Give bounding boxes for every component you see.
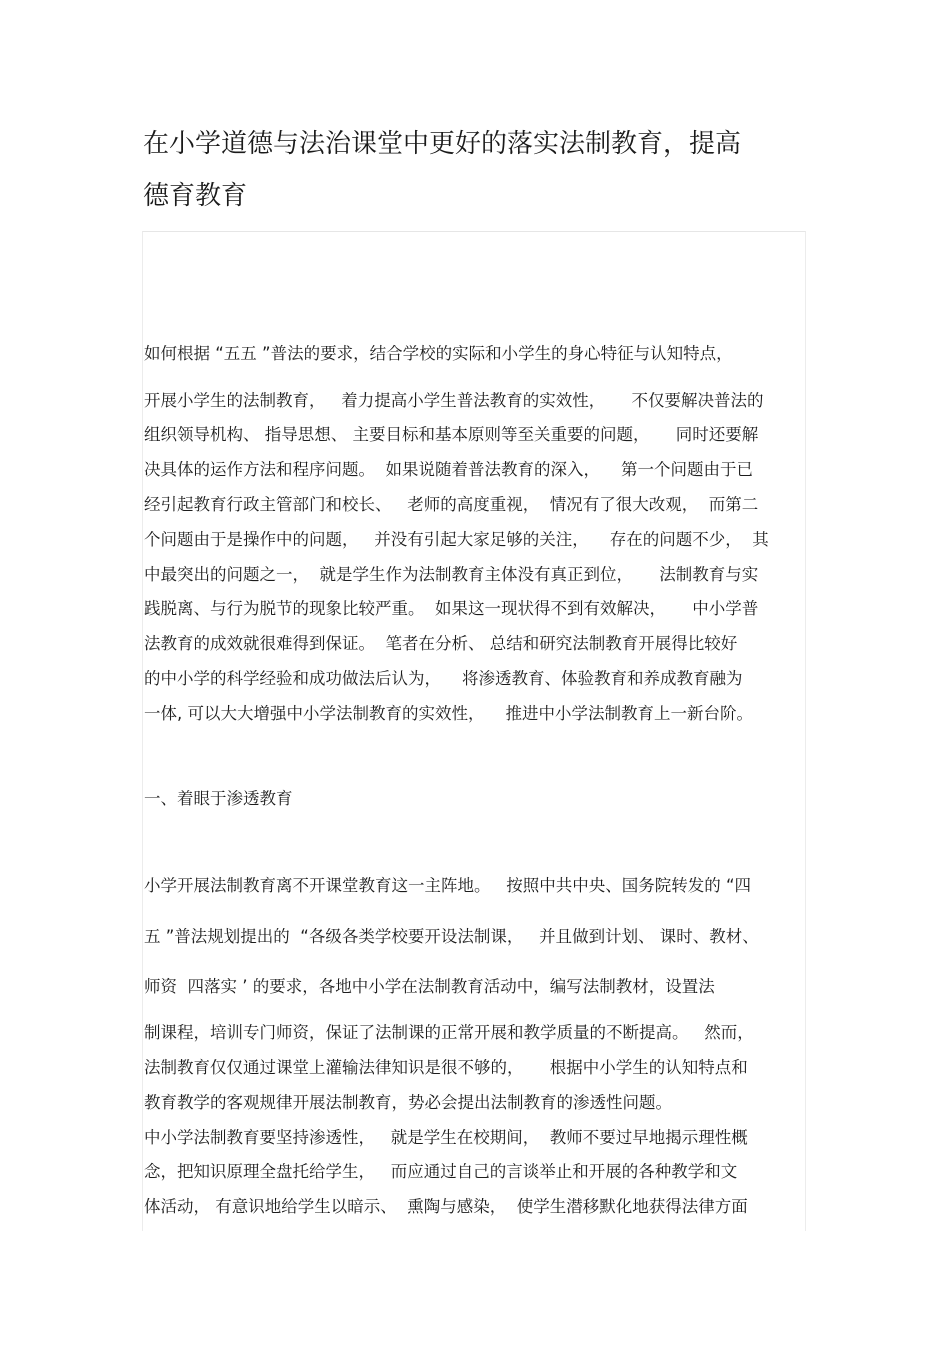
title-line-1: 在小学道德与法治课堂中更好的落实法制教育，提高 [143, 129, 742, 159]
title-line-2: 德育教育 [143, 181, 248, 211]
intro-line-2: 开展小学生的法制教育， 着力提高小学生普法教育的实效性， 不仅要解决普法的 [144, 391, 764, 410]
intro-line-5: 经引起教育行政主管部门和校长、 老师的高度重视， 情况有了很大改观， 而第二 [144, 495, 759, 514]
section1-line-8: 念，把知识原理全盘托给学生， 而应通过自己的言谈举止和开展的各种教学和文 [144, 1162, 738, 1181]
section1-line-9: 体活动， 有意识地给学生以暗示、 熏陶与感染， 使学生潜移默化地获得法律方面 [144, 1197, 748, 1216]
section1-line-7: 中小学法制教育要坚持渗透性， 就是学生在校期间， 教师不要过早地揭示理性概 [144, 1128, 748, 1147]
intro-line-7: 中最突出的问题之一， 就是学生作为法制教育主体没有真正到位， 法制教育与实 [144, 565, 759, 584]
section1-line-5: 法制教育仅仅通过课堂上灌输法律知识是很不够的， 根据中小学生的认知特点和 [144, 1058, 748, 1077]
section1-line-6: 教育教学的客观规律开展法制教育，势必会提出法制教育的渗透性问题。 [144, 1093, 672, 1112]
intro-line-8: 践脱离、与行为脱节的现象比较严重。 如果这一现状得不到有效解决， 中小学普 [144, 599, 759, 618]
document-title [143, 118, 803, 222]
intro-line-9: 法教育的成效就很难得到保证。 笔者在分析、 总结和研究法制教育开展得比较好 [144, 634, 738, 653]
intro-line-4: 决具体的运作方法和程序问题。 如果说随着普法教育的深入， 第一个问题由于已 [144, 460, 753, 479]
section-heading-1: 一、着眼于渗透教育 [144, 789, 293, 808]
section1-line-2: 五 ”普法规划提出的 “各级各类学校要开设法制课， 并且做到计划、 课时、教材、 [144, 927, 759, 946]
intro-line-3: 组织领导机构、 指导思想、 主要目标和基本原则等至关重要的问题， 同时还要解 [144, 425, 759, 444]
intro-line-10: 的中小学的科学经验和成功做法后认为， 将渗透教育、体验教育和养成教育融为 [144, 669, 743, 688]
section1-line-1: 小学开展法制教育离不开课堂教育这一主阵地。 按照中共中央、国务院转发的 “四 [144, 876, 752, 895]
body-frame [142, 231, 806, 1231]
intro-line-1: 如何根据 “五五 ”普法的要求，结合学校的实际和小学生的身心特征与认知特点， [144, 344, 733, 363]
section1-line-3: 师资 四落实 ’ 的要求，各地中小学在法制教育活动中，编写法制教材，设置法 [144, 977, 715, 996]
section1-line-4: 制课程，培训专门师资，保证了法制课的正常开展和教学质量的不断提高。 然而， [144, 1023, 754, 1042]
intro-line-11: 一体, 可以大大增强中小学法制教育的实效性， 推进中小学法制教育上一新台阶。 [144, 704, 753, 723]
intro-line-6: 个问题由于是操作中的问题， 并没有引起大家足够的关注， 存在的问题不少， 其 [144, 530, 769, 549]
